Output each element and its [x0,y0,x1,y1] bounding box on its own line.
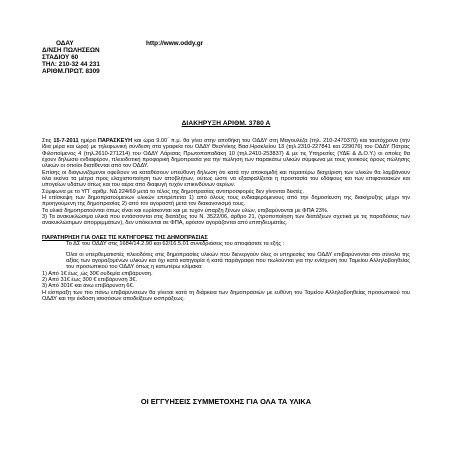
org-phone: ΤΗΛ: 210-32 44 231 [42,61,100,68]
intro-paragraph: Στις 15-7-2011 ημέρα ΠΑΡΑΣΚΕΥΗ και ώρα 9.00΄ π.μ. θα γίνει στην αποθήκη του ΟΔΔΥ στη Μαγουλέζα (τηλ. 210-2470370) και ταυτόχρονα (την ίδια μέρα και ώρα) με τηλεφωνική σύνδεση στα γραφεία του ΟΔΔΥ Θεσ/νίκης Βασ.Ηρακλείου 13 (τηλ.2310-227841 και 229076) του ΟΔΔΥ Πάτρας Φιλοποίμενος 4 (τηλ.2610-271214) του ΟΔΔΥ Λάρισας Πρωτοπαπαδάκη 10 (τηλ.2410-253837) & με τις Υπηρεσίες (ΥΔΕ & Δ.Ο.Υ.) οι οποίες θα έχουν δηλώσει ενδιαφέρον, πλειοδοτική προφορική δημοπρασία για την πώληση των παρακάτω υλικών σύμφωνα με τους γενικούς όρους πώλησης υλικών οι οποίοι διατίθενται από τον ΟΔΔΥ. [42,138,410,170]
org-department: Δ/ΝΣΗ ΠΩΛΗΣΕΩΝ [42,47,100,54]
document-body [42,138,410,302]
paragraph-visits: Η επίσκεψη των δημοπρατούμενων υλικών επιτρέπεται 1) από όλους τους ενδιαφερόμενους από την δημοσίευση της διακήρυξης μέχρι την προηγούμενη της δημοπρασίας 2) από τον αγοραστή μετά τον διακανονισμό τους. [42,195,410,208]
paragraph-vat: Τα υλικά δημοπρατούνται όπως είναι και ευρίσκονται και με τυχόν ύπαρξη ξένων υλών, επιβαρύνονται με ΦΠΑ 23%. [42,207,329,214]
website-url: http://www.oddy.gr [146,40,204,47]
auction-date: 15-7-2011 [53,138,79,144]
note-text: Όλοι οι υπερθεματιστές πλειοδότες στις δημοπρασίες υλικών που διενεργούν όλες οι υπηρεσίες του ΟΔΔΥ επιβαρύνονται στο σύνολο της αξίας των αγοραζομένων υλικών και όχι κατά κατηγορία ή κατά παράγραφο που πωλούνται για την ενίσχυση του Ταμείου Αλληλοβοηθείας του προσωπικού του ΟΔΔΥ όπως η κατωτέρω κλίμακα: [66,251,410,271]
paragraph-counteroffers: Σύμφωνα με το ΥΠ΄ αριθμ. ΝΔ 224/69 μετά το τέλος της δημοπρασίας αντιπροσφορές δεν γίνονται δεκτές. [42,188,304,195]
org-name: ΟΔΑΥ [56,40,74,47]
note-heading: ΠΑΡΑΤΗΡΗΣΗ ΓΙΑ ΟΛΕΣ ΤΙΣ ΚΑΤΗΓΟΡΙΕΣ ΤΗΣ ΔΗΜΟΠΡΑΣΙΑΣ [42,234,208,241]
paragraph-waste: Επίσης οι διαγωνιζόμενοι οφείλουν να καταθέσουν υπεύθυνη δήλωση ότι κατά την αποκομιδή και περαιτέρω διαχείριση των υλικών θα λαμβάνουν όλα εκείνα τα μέτρα προς ελαχιστοποίηση των αποβλήτων, ούτως ώστε να εξασφαλίζεται η προστασία του εδάφους και των επιφανειακών και υπογείων υδάτων όπως και του αέρα από διαφυγή τυχόν επικινδύνων αερίων. [42,169,410,189]
document-title: ΔΙΑΚΗΡΥΞΗ ΑΡΙΘΜ. 3780 Α [181,120,271,127]
org-address: ΣΤΑΔΙΟΥ 60 [42,54,79,61]
scale-item: 3) Από 301€ και άνω επιβάρυνση 6€. [42,283,135,290]
organization-block [42,40,146,54]
auction-day: ΠΑΡΑΣΚΕΥΗ [97,138,133,144]
letterhead [42,40,203,75]
guarantees-heading: ΟΙ ΕΓΓΥΗΣΕΙΣ ΣΥΜΜΕΤΟΧΗΣ ΓΙΑ ΟΛΑ ΤΑ ΥΛΙΚΑ [140,397,312,406]
note-collection: Η είσπραξη των πιο πάνω επιβαρύνσεων θα γίνεται κατά τη διάρκεια των δημοπρασιών με ευθύνη του Ταμείου Αλληλοβοηθείας προσωπικού του ΟΔΔΥ και την έκδοση ισοσόσων αποδείξεων εισπράξεως. [42,289,410,302]
note-decision: Το ΔΣ του ΟΔΔΥ στις 1684/14.2.90 και 62/16.5.01 συνεδριάσεις του αποφάσισε τα εξής : [66,241,285,248]
protocol-number: ΑΡΙΘΜ.ΠΡΩΤ. 8309 [42,68,100,75]
paragraph-recyclables: 3) Τα ανακυκλώσιμα υλικά που εντάσσονται στις διατάξεις του Ν. 3522/06, άρθρο 21, (τροποποίηση των διατάξεων σχετικά με τις παραδόσεις των ανακυκλώσιμων απορριμμάτων), δεν υπόκεινται σε ΦΠΑ, εφόσον αγοράζονται από επιτηδευματίες. [42,214,410,227]
scale-item: 2) Από 31€ έως 300 € επιβάρυνση 3€. [42,276,138,283]
scale-item: 1) Από 1€ έως ,ώς 30€ ουδεμία επιβάρυνση. [42,270,153,277]
